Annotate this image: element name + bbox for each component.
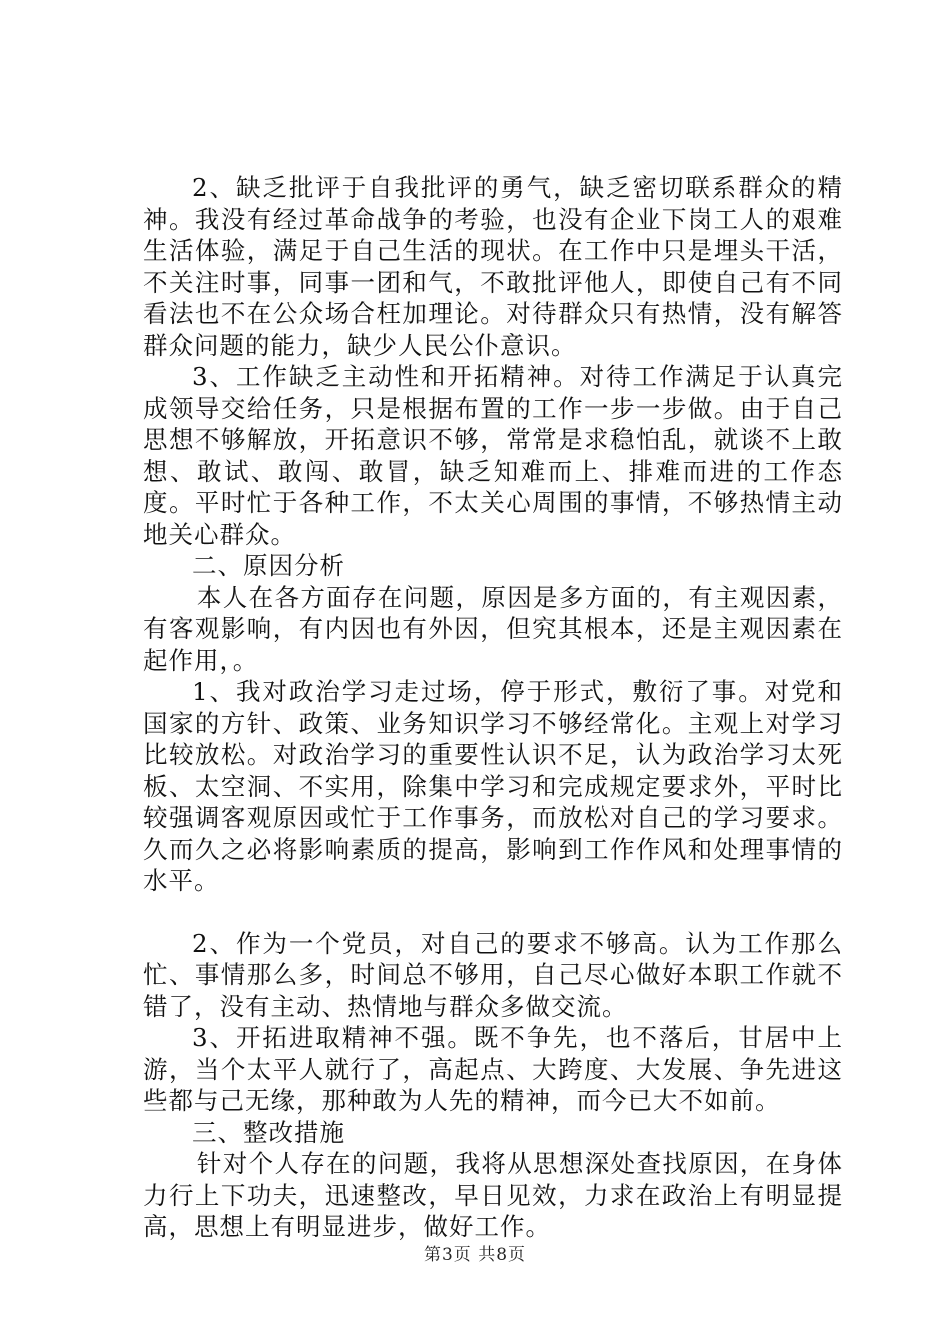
paragraph-rectification-plan: 针对个人存在的问题，我将从思想深处查找原因，在身体力行上下功夫，迅速整改，早日见效，力求在政治上有明显提高，思想上有明显进步，做好工作。: [143, 1149, 843, 1241]
section-heading-cause-analysis: 二、原因分析: [192, 551, 345, 580]
paragraph-cause-political-study: 1、我对政治学习走过场，停于形式，敷衍了事。对党和国家的方针、政策、业务知识学习不够经常化。主观上对学习比较放松。对政治学习的重要性认识不足，认为政治学习太死板、太空洞、不实用，除集中学习和完成规定要求外，平时比较强调客观原因或忙于工作事务，而放松对自己的学习要求。久而久之必将影响素质的提高，影响到工作作风和处理事情的水平。: [143, 677, 843, 895]
paragraph-lack-of-initiative: 3、工作缺乏主动性和开拓精神。对待工作满足于认真完成领导交给任务，只是根据布置的工作一步一步做。由于自己思想不够解放，开拓意识不够，常常是求稳怕乱，就谈不上敢想、敢试、敢闯、敢冒，缺乏知难而上、排难而进的工作态度。平时忙于各种工作，不太关心周围的事情，不够热情主动地关心群众。: [143, 362, 843, 549]
paragraph-cause-enterprising-spirit: 3、开拓进取精神不强。既不争先，也不落后，甘居中上游，当个太平人就行了，高起点、大跨度、大发展、争先进这些都与己无缘，那种敢为人先的精神，而今已大不如前。: [143, 1023, 843, 1115]
paragraph-spacer: [143, 897, 843, 928]
document-body: [143, 172, 843, 1243]
page-number-footer: 第3页 共8页: [423, 1245, 527, 1265]
paragraph-lack-of-criticism: 2、缺乏批评于自我批评的勇气，缺乏密切联系群众的精神。我没有经过革命战争的考验，也没有企业下岗工人的艰难生活体验，满足于自己生活的现状。在工作中只是埋头干活，不关注时事，同事一团和气，不敢批评他人，即使自己有不同看法也不在公众场合枉加理论。对待群众只有热情，没有解答群众问题的能力，缺少人民公仆意识。: [143, 173, 843, 360]
paragraph-cause-intro: 本人在各方面存在问题，原因是多方面的，有主观因素，有客观影响，有内因也有外因，但究其根本，还是主观因素在起作用，。: [143, 582, 843, 675]
section-heading-rectification: 三、整改措施: [192, 1117, 345, 1147]
paragraph-cause-self-requirement: 2、作为一个党员，对自己的要求不够高。认为工作那么忙、事情那么多，时间总不够用，自己尽心做好本职工作就不错了，没有主动、热情地与群众多做交流。: [143, 928, 843, 1021]
